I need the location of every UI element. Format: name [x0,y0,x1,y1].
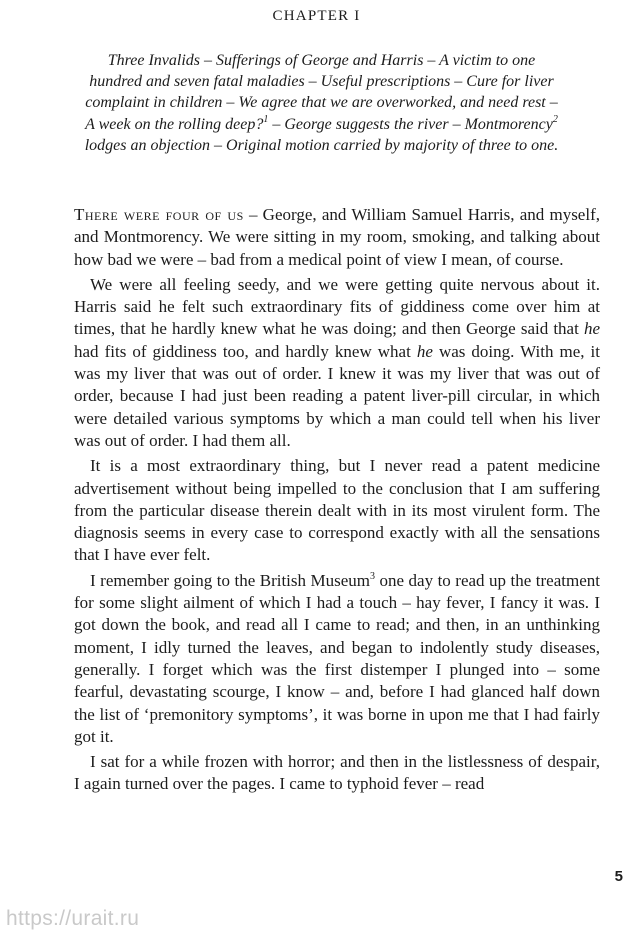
paragraph-4 [74,570,600,748]
footnote-marker-1[interactable]: 1 [263,113,269,125]
synopsis-part-1: Three Invalids – Sufferings of George and Harris – A victim to one hundred and seven fatal maladies – Useful prescriptions – Cure for liver complaint in children – We agree that we are overworked, and need rest – A week on the rolling deep? [85,52,558,133]
watermark: https://urait.ru [6,907,140,930]
paragraph-4-text-b: one day to read up the treatment for some slight ailment of which I had a touch – hay fever, I fancy it was. I got down the book, and read all I came to read; and then, in an unthinking moment, I idly turned the leaves, and began to indolently study diseases, generally. I forget which was the first distemper I plunged into – some fearful, devastating scourge, I know – and, before I had glanced half down the list of ‘premonitory symptoms’, it was borne in upon me that I had fairly got it. [74,570,600,746]
paragraph-2-text-b: had fits of giddiness too, and hardly knew what [74,341,417,361]
page-number: 5 [614,868,623,885]
paragraph-5: I sat for a while frozen with horror; and then in the listlessness of despair, I again turned over the pages. I came to typhoid fever – read [74,752,600,794]
paragraph-1 [74,204,600,271]
synopsis-part-3: lodges an objection – Original motion carried by majority of three to one. [84,136,559,154]
paragraph-1-text: – George, and William Samuel Harris, and myself, and Montmorency. We were sitting in my room, smoking, and talking about how bad we were – bad from a medical point of view I mean, of course. [74,205,600,269]
paragraph-2-text-a: We were all feeling seedy, and we were getting quite nervous about it. Harris said he felt such extraordinary fits of giddiness come over him at times, that he hardly knew what he was doing; and then George said that [74,274,600,339]
emphasis-he: he [583,319,600,339]
synopsis-part-2: – George suggests the river – Montmorency [268,115,553,133]
footnote-marker-2[interactable]: 2 [552,113,558,125]
emphasis-he: he [416,341,433,361]
chapter-synopsis [80,50,563,156]
paragraph-4-text-a: I remember going to the British Museum [90,570,371,590]
paragraph-3: It is a most extraordinary thing, but I never read a patent medicine advertisement without being impelled to the conclusion that I am suffering from the particular disease therein dealt with in its most virulent form. The diagnosis seems in every case to correspond exactly with all the sensations that I have ever felt. [74,456,600,565]
footnote-marker-3[interactable]: 3 [370,570,376,582]
paragraph-2-text-c: was doing. With me, it was my liver that was out of order. I knew it was my liver that was out of order, because I had just been reading a patent liver-pill circular, in which were detailed various symptoms by which a man could tell when his liver was out of order. I had them all. [74,341,600,450]
body-text [74,204,600,799]
chapter-title: CHAPTER I [272,8,361,24]
small-caps-lead: There were four of us [74,205,244,224]
paragraph-2 [74,274,600,452]
